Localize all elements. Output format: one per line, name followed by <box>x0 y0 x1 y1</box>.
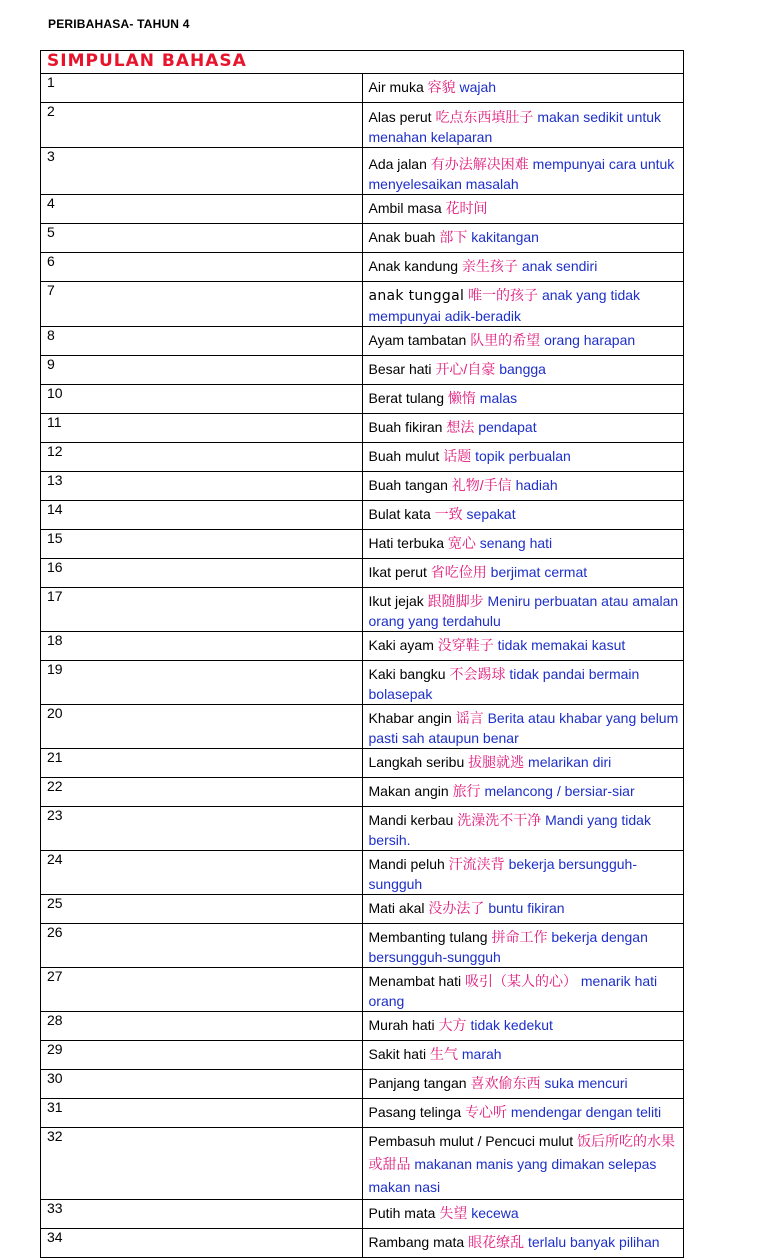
term-malay: Mandi peluh <box>368 856 445 872</box>
table-row <box>41 1041 684 1070</box>
term-meaning: wajah <box>459 79 497 95</box>
term-meaning: bekerja dengan bersungguh-sungguh <box>368 929 648 965</box>
term-malay: Berat tulang <box>368 390 444 406</box>
table-row <box>41 224 684 253</box>
row-number: 19 <box>41 661 363 705</box>
table-row <box>41 282 684 327</box>
term-meaning: sepakat <box>466 506 516 522</box>
term-meaning: kakitangan <box>471 229 539 245</box>
term-meaning: malas <box>479 390 518 406</box>
row-content <box>362 968 684 1012</box>
table-row <box>41 749 684 778</box>
table-row <box>41 924 684 968</box>
row-number: 21 <box>41 749 363 778</box>
term-meaning: terlalu banyak pilihan <box>528 1234 660 1250</box>
row-number: 20 <box>41 705 363 749</box>
term-meaning: pendapat <box>478 419 537 435</box>
row-number: 22 <box>41 778 363 807</box>
section-heading: SIMPULAN BAHASA <box>47 51 247 71</box>
table-row <box>41 385 684 414</box>
row-content <box>362 282 684 327</box>
row-number: 31 <box>41 1099 363 1128</box>
term-chinese: 饭后所吃的水果或甜品 <box>368 1133 676 1172</box>
term-malay: Kaki ayam <box>368 637 434 653</box>
row-number: 6 <box>41 253 363 282</box>
row-number: 14 <box>41 501 363 530</box>
term-chinese: 想法 <box>446 419 475 435</box>
table-row <box>41 74 684 103</box>
table-row <box>41 253 684 282</box>
table-row <box>41 778 684 807</box>
term-meaning: mempunyai cara untuk menyelesaikan masalah <box>368 156 675 192</box>
row-content <box>362 661 684 705</box>
term-malay: Mandi kerbau <box>368 812 454 828</box>
row-content <box>362 778 684 807</box>
term-chinese: 容貌 <box>427 79 456 95</box>
term-meaning: melancong / bersiar-siar <box>484 783 635 799</box>
row-number: 11 <box>41 414 363 443</box>
table-row <box>41 559 684 588</box>
table-row <box>41 414 684 443</box>
row-number: 18 <box>41 632 363 661</box>
term-chinese: 亲生孩子 <box>461 258 518 274</box>
term-malay: Pasang telinga <box>368 1104 462 1120</box>
term-malay: Membanting tulang <box>368 929 488 945</box>
term-malay: Hati terbuka <box>368 535 444 551</box>
term-meaning: tidak kedekut <box>470 1017 553 1033</box>
term-chinese: 开心/自豪 <box>435 361 496 377</box>
term-malay: Anak buah <box>368 229 436 245</box>
row-content <box>362 327 684 356</box>
row-content <box>362 1128 684 1200</box>
term-malay: Bulat kata <box>368 506 431 522</box>
term-meaning: Berita atau khabar yang belum pasti sah ataupun benar <box>368 710 679 746</box>
term-chinese: 礼物/手信 <box>451 477 512 493</box>
term-malay: Anak kandung <box>368 258 459 274</box>
term-meaning: bangga <box>499 361 546 377</box>
term-chinese: 省吃俭用 <box>430 564 487 580</box>
term-malay: Sakit hati <box>368 1046 427 1062</box>
term-meaning: orang harapan <box>544 332 636 348</box>
term-chinese: 专心听 <box>465 1104 508 1120</box>
row-content <box>362 632 684 661</box>
term-meaning: makanan manis yang dimakan selepas makan nasi <box>368 1156 657 1195</box>
term-chinese: 话题 <box>443 448 472 464</box>
row-content <box>362 443 684 472</box>
term-chinese: 生气 <box>429 1046 458 1062</box>
term-meaning: senang hati <box>479 535 553 551</box>
term-chinese: 洗澡洗不干净 <box>457 812 542 828</box>
table-row <box>41 1200 684 1229</box>
term-chinese: 大方 <box>438 1017 467 1033</box>
term-malay: Besar hati <box>368 361 432 377</box>
term-malay: Buah tangan <box>368 477 448 493</box>
term-malay: Ikat perut <box>368 564 427 580</box>
row-number: 26 <box>41 924 363 968</box>
term-chinese: 一致 <box>434 506 463 522</box>
row-content <box>362 148 684 195</box>
term-chinese: 唯一的孩子 <box>468 287 539 303</box>
term-meaning: anak sendiri <box>521 258 598 274</box>
row-number: 10 <box>41 385 363 414</box>
term-meaning: hadiah <box>515 477 558 493</box>
row-number: 25 <box>41 895 363 924</box>
term-malay: Khabar angin <box>368 710 452 726</box>
table-row <box>41 705 684 749</box>
term-malay: Ikut jejak <box>368 593 424 609</box>
row-number: 27 <box>41 968 363 1012</box>
row-number: 32 <box>41 1128 363 1200</box>
table-row <box>41 103 684 148</box>
table-row <box>41 356 684 385</box>
row-number: 16 <box>41 559 363 588</box>
term-malay: Panjang tangan <box>368 1075 467 1091</box>
row-content <box>362 705 684 749</box>
row-content <box>362 414 684 443</box>
table-row <box>41 807 684 851</box>
term-meaning: suka mencuri <box>544 1075 628 1091</box>
simpulan-bahasa-table <box>40 50 684 1258</box>
row-content <box>362 530 684 559</box>
term-malay: Air muka <box>368 79 424 95</box>
term-malay: Putih mata <box>368 1205 436 1221</box>
row-number: 7 <box>41 282 363 327</box>
term-meaning: tidak memakai kasut <box>497 637 626 653</box>
term-meaning: marah <box>461 1046 502 1062</box>
term-malay: Menambat hati <box>368 973 462 989</box>
term-chinese: 失望 <box>439 1205 468 1221</box>
table-row <box>41 530 684 559</box>
row-number: 1 <box>41 74 363 103</box>
term-meaning: mendengar dengan teliti <box>510 1104 662 1120</box>
term-chinese: 旅行 <box>452 783 481 799</box>
term-meaning: Mandi yang tidak bersih. <box>368 812 651 848</box>
term-chinese: 没穿鞋子 <box>437 637 494 653</box>
table-row <box>41 327 684 356</box>
term-malay: Makan angin <box>368 783 449 799</box>
row-content <box>362 1200 684 1229</box>
term-meaning: makan sedikit untuk menahan kelaparan <box>368 109 662 145</box>
term-malay: Murah hati <box>368 1017 435 1033</box>
term-chinese: 拼命工作 <box>491 929 548 945</box>
row-content <box>362 807 684 851</box>
row-content <box>362 588 684 632</box>
term-chinese: 部下 <box>439 229 468 245</box>
row-number: 4 <box>41 195 363 224</box>
row-content <box>362 224 684 253</box>
table-row <box>41 472 684 501</box>
term-malay: Ada jalan <box>368 156 427 172</box>
term-chinese: 跟随脚步 <box>427 593 484 609</box>
row-content <box>362 1070 684 1099</box>
table-row <box>41 632 684 661</box>
term-malay: Ayam tambatan <box>368 332 467 348</box>
row-content <box>362 356 684 385</box>
term-chinese: 没办法了 <box>428 900 485 916</box>
term-meaning: berjimat cermat <box>490 564 588 580</box>
row-number: 12 <box>41 443 363 472</box>
term-chinese: 汗流浃背 <box>448 856 505 872</box>
term-chinese: 拔腿就逃 <box>468 754 525 770</box>
table-row <box>41 661 684 705</box>
table-row <box>41 895 684 924</box>
term-malay: Rambang mata <box>368 1234 465 1250</box>
table-row <box>41 1099 684 1128</box>
term-malay: Ambil masa <box>368 200 442 216</box>
term-malay: Pembasuh mulut / Pencuci mulut <box>368 1133 574 1149</box>
term-malay: Mati akal <box>368 900 425 916</box>
table-row <box>41 195 684 224</box>
row-content <box>362 559 684 588</box>
row-content <box>362 195 684 224</box>
term-malay: Kaki bangku <box>368 666 446 682</box>
table-row <box>41 1012 684 1041</box>
term-chinese: 喜欢偷东西 <box>470 1075 541 1091</box>
row-number: 9 <box>41 356 363 385</box>
row-content <box>362 749 684 778</box>
row-content <box>362 1099 684 1128</box>
row-number: 15 <box>41 530 363 559</box>
row-content <box>362 472 684 501</box>
term-meaning: anak yang tidak mempunyai adik-beradik <box>368 287 641 324</box>
term-meaning: kecewa <box>471 1205 519 1221</box>
row-content <box>362 103 684 148</box>
row-content <box>362 851 684 895</box>
row-number: 17 <box>41 588 363 632</box>
term-meaning: bekerja bersungguh-sungguh <box>368 856 637 892</box>
term-chinese: 不会踢球 <box>449 666 506 682</box>
table-row <box>41 1070 684 1099</box>
row-content <box>362 385 684 414</box>
term-malay: Langkah seribu <box>368 754 465 770</box>
term-chinese: 吃点东西填肚子 <box>435 109 534 125</box>
table-row <box>41 968 684 1012</box>
row-content <box>362 1041 684 1070</box>
term-meaning: Meniru perbuatan atau amalan orang yang terdahulu <box>368 593 679 629</box>
term-chinese: 吸引（某人的心） <box>465 973 577 989</box>
row-number: 5 <box>41 224 363 253</box>
section-heading-cell <box>41 51 684 74</box>
row-number: 2 <box>41 103 363 148</box>
table-row <box>41 148 684 195</box>
term-malay: anak tunggal <box>368 288 465 304</box>
term-chinese: 有办法解决困难 <box>430 156 529 172</box>
table-header-row <box>41 51 684 74</box>
row-number: 8 <box>41 327 363 356</box>
term-chinese: 眼花缭乱 <box>468 1234 525 1250</box>
row-number: 24 <box>41 851 363 895</box>
term-malay: Buah mulut <box>368 448 440 464</box>
row-number: 30 <box>41 1070 363 1099</box>
row-number: 29 <box>41 1041 363 1070</box>
table-row <box>41 501 684 530</box>
term-chinese: 队里的希望 <box>470 332 541 348</box>
table-row <box>41 1128 684 1200</box>
table-row <box>41 1229 684 1258</box>
row-number: 33 <box>41 1200 363 1229</box>
row-number: 34 <box>41 1229 363 1258</box>
term-meaning: buntu fikiran <box>488 900 565 916</box>
term-chinese: 谣言 <box>455 710 484 726</box>
row-number: 3 <box>41 148 363 195</box>
row-content <box>362 895 684 924</box>
row-content <box>362 74 684 103</box>
document-title: PERIBAHASA- TAHUN 4 <box>48 17 190 31</box>
term-chinese: 懒惰 <box>447 390 476 406</box>
row-content <box>362 1229 684 1258</box>
row-number: 23 <box>41 807 363 851</box>
table-row <box>41 443 684 472</box>
row-number: 13 <box>41 472 363 501</box>
term-chinese: 花时间 <box>445 200 488 216</box>
term-malay: Alas perut <box>368 109 432 125</box>
term-meaning: menarik hati orang <box>368 973 658 1009</box>
term-chinese: 宽心 <box>447 535 476 551</box>
term-meaning: tidak pandai bermain bolasepak <box>368 666 640 702</box>
table-row <box>41 588 684 632</box>
row-number: 28 <box>41 1012 363 1041</box>
row-content <box>362 253 684 282</box>
row-content <box>362 924 684 968</box>
table-row <box>41 851 684 895</box>
term-malay: Buah fikiran <box>368 419 443 435</box>
term-meaning: topik perbualan <box>475 448 571 464</box>
term-meaning: melarikan diri <box>528 754 612 770</box>
row-content <box>362 501 684 530</box>
row-content <box>362 1012 684 1041</box>
